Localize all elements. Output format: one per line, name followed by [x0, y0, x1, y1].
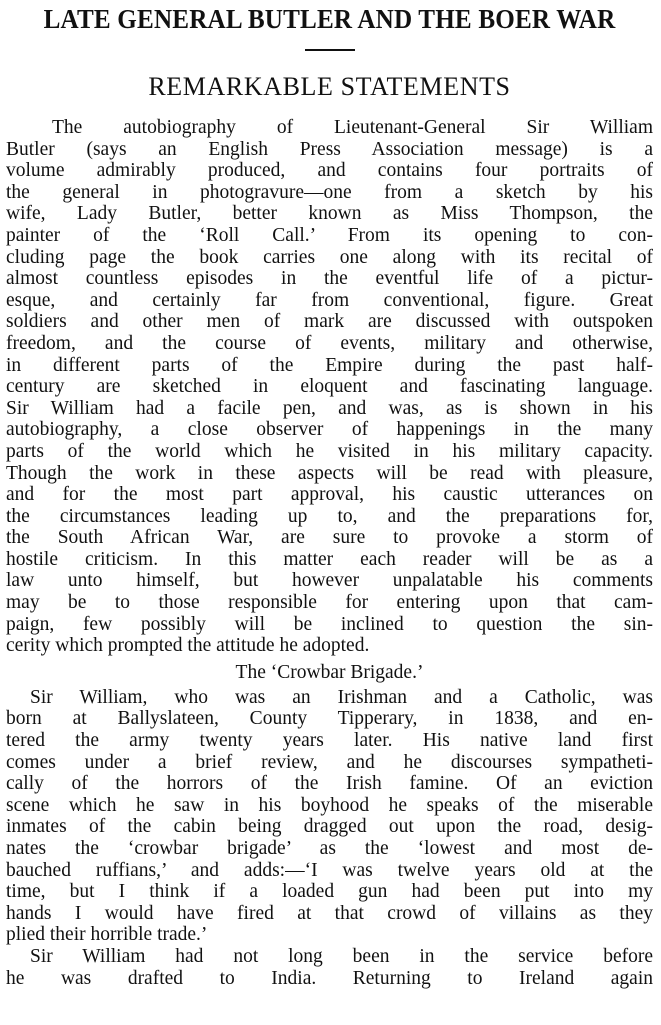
- text-line: born at Ballyslateen, County Tipperary, in 1838, and en-: [6, 708, 653, 730]
- text-line: hands I would have fired at that crowd of villains as they: [6, 902, 653, 924]
- text-line: nates the ‘crowbar brigade’ as the ‘lowest and most de-: [6, 838, 653, 859]
- text-line: may be to those responsible for entering upon that cam-: [6, 592, 653, 614]
- text-line: The autobiography of Lieutenant-General Sir William: [52, 117, 653, 138]
- paragraph-2: [6, 687, 653, 946]
- text-line: Butler (says an English Press Association message) is a: [6, 138, 653, 160]
- text-line: time, but I think if a loaded gun had been put into my: [6, 881, 653, 903]
- text-line: wife, Lady Butler, better known as Miss Thompson, the: [6, 203, 653, 225]
- text-line: the South African War, are sure to provoke a storm of: [6, 527, 653, 549]
- text-line: freedom, and the course of events, military and otherwise,: [6, 332, 653, 354]
- text-line: cluding page the book carries one along with its recital of: [6, 246, 653, 268]
- text-line: bauched ruffians,’ and adds:—‘I was twelve years old at the: [6, 859, 653, 881]
- text-line: cally of the horrors of the Irish famine. Of an eviction: [6, 773, 653, 795]
- text-line: inmates of the cabin being dragged out upon the road, desig-: [6, 816, 653, 838]
- text-line: century are sketched in eloquent and fascinating language.: [6, 376, 653, 398]
- text-line: esque, and certainly far from conventional, figure. Great: [6, 289, 653, 311]
- text-line: law unto himself, but however unpalatable his comments: [6, 570, 653, 592]
- headline-rule: [305, 49, 355, 51]
- text-line: painter of the ‘Roll Call.’ From its opening to con-: [6, 224, 653, 246]
- article-body: [6, 117, 653, 989]
- text-line: he was drafted to India. Returning to Ireland again: [6, 967, 653, 989]
- text-line: the circumstances leading up to, and the preparations for,: [6, 505, 653, 527]
- text-line: paign, few possibly will be inclined to question the sin-: [6, 613, 653, 635]
- text-line: cerity which prompted the attitude he adopted.: [6, 635, 370, 657]
- text-line: Sir William had not long been in the service before: [30, 945, 653, 967]
- text-line: almost countless episodes in the eventful life of a pictur-: [6, 268, 653, 290]
- text-line: parts of the world which he visited in his military capacity.: [6, 440, 653, 462]
- text-line: autobiography, a close observer of happenings in the many: [6, 419, 653, 441]
- paragraph-1: [6, 117, 653, 657]
- headline: LATE GENERAL BUTLER AND THE BOER WAR: [43, 4, 616, 34]
- text-line: scene which he saw in his boyhood he speaks of the miserable: [6, 794, 653, 816]
- text-line: comes under a brief review, and he discourses sympatheti-: [6, 751, 653, 773]
- text-line: the general in photogravure—one from a sketch by his: [6, 181, 653, 203]
- text-line: and for the most part approval, his caustic utterances on: [6, 484, 653, 506]
- text-line: in different parts of the Empire during the past half-: [6, 354, 653, 376]
- text-line: hostile criticism. In this matter each reader will be as a: [6, 548, 653, 570]
- text-line: Sir William, who was an Irishman and a Catholic, was: [30, 686, 653, 708]
- text-line: plied their horrible trade.’: [6, 924, 208, 946]
- text-line: Though the work in these aspects will be read with pleasure,: [6, 462, 653, 484]
- section-heading: The ‘Crowbar Brigade.’: [235, 661, 424, 683]
- paragraph-3: [6, 946, 653, 989]
- subheadline: REMARKABLE STATEMENTS: [148, 72, 511, 101]
- text-line: volume admirably produced, and contains four portraits of: [6, 160, 653, 182]
- text-line: tered the army twenty years later. His native land first: [6, 730, 653, 752]
- text-line: Sir William had a facile pen, and was, as is shown in his: [6, 397, 653, 419]
- text-line: soldiers and other men of mark are discussed with outspoken: [6, 311, 653, 333]
